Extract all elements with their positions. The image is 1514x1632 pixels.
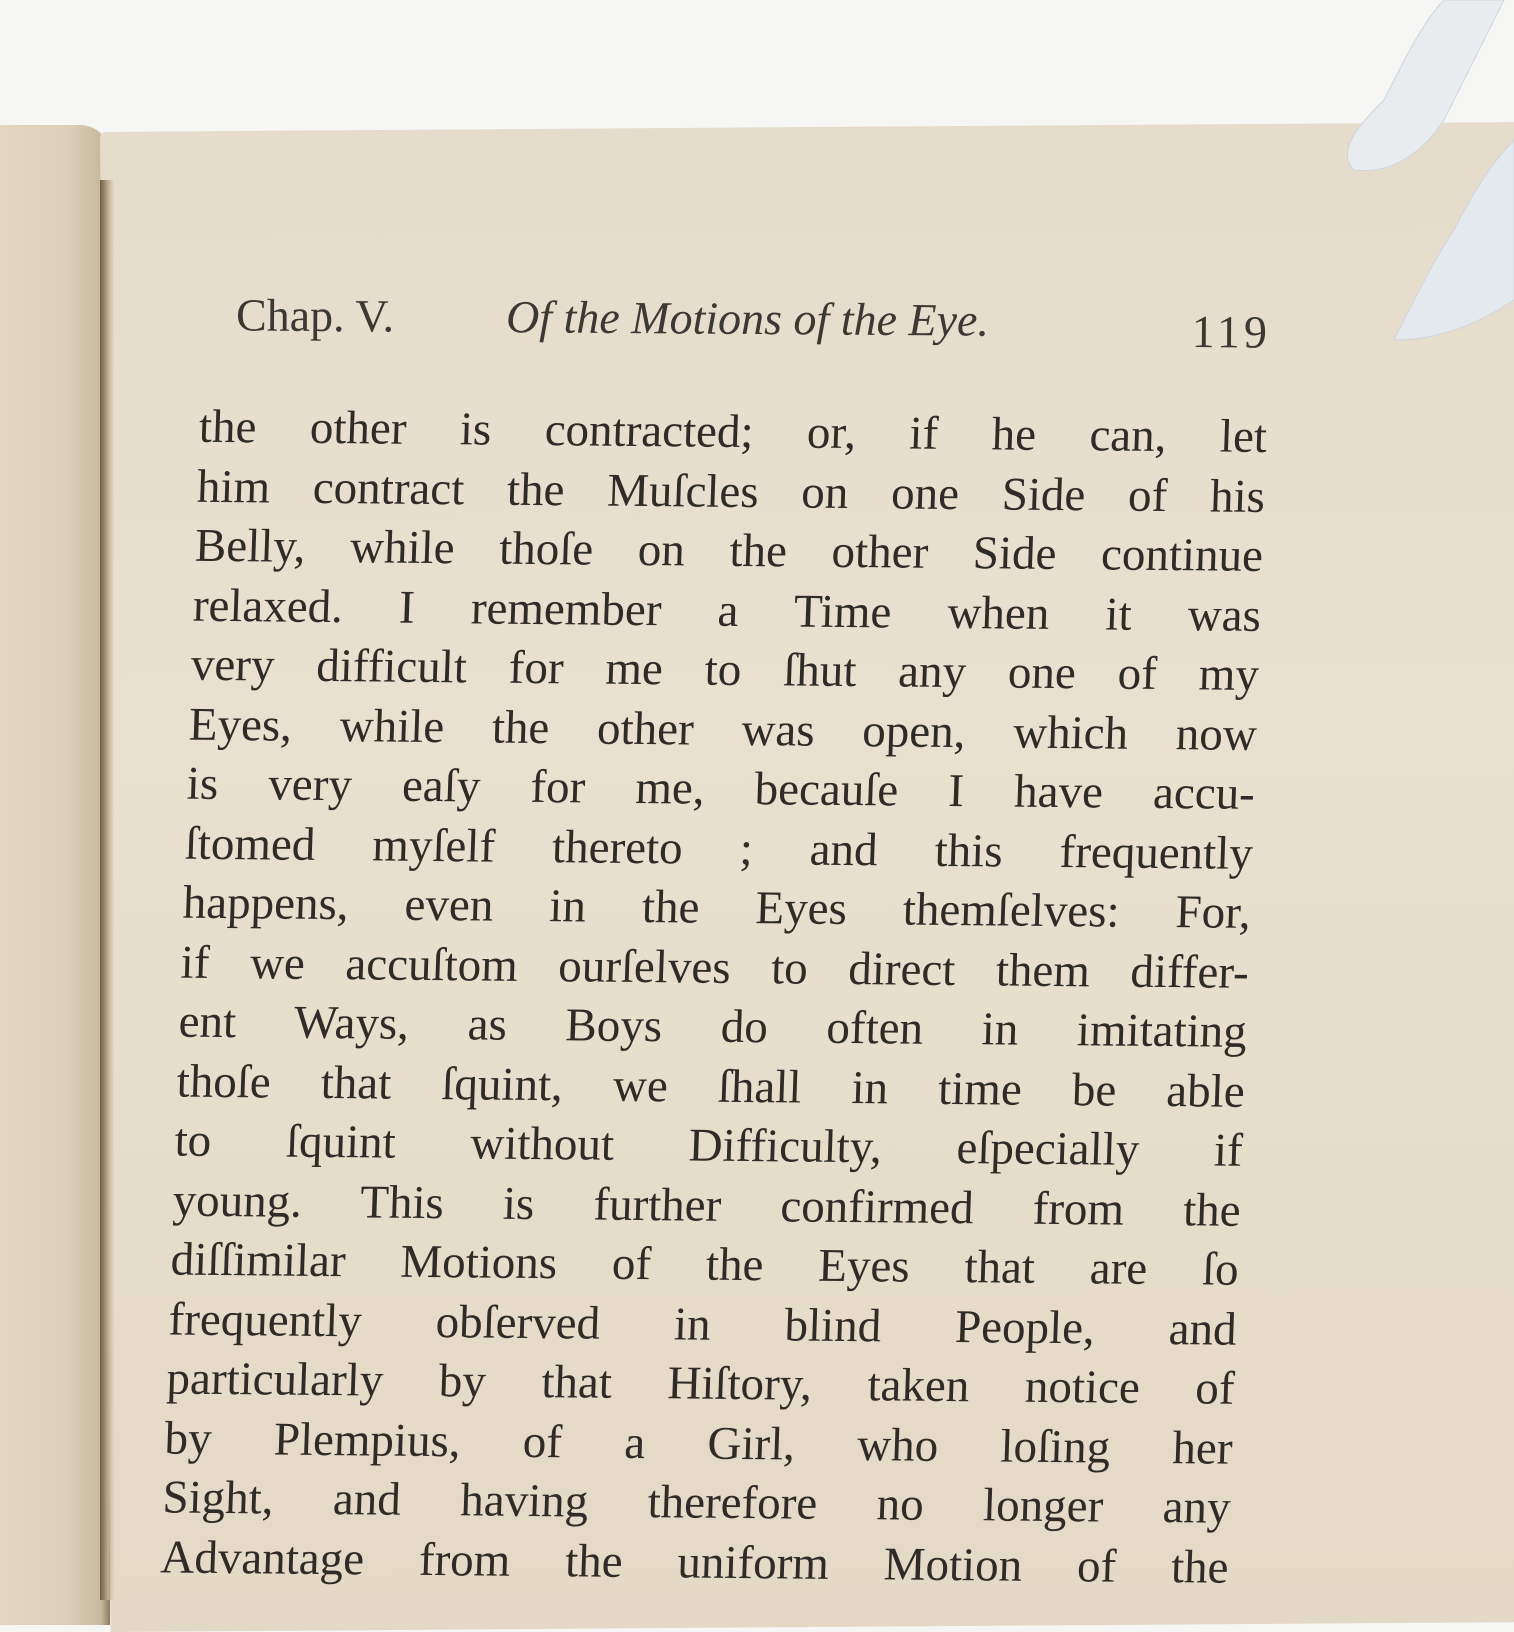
text-line: young. This is further confirmed from the — [171, 1174, 1242, 1237]
left-page-edge — [0, 125, 110, 1625]
text-line: Advantage from the uniform Motion of the — [159, 1530, 1230, 1594]
text-line: particularly by that Hiſtory, taken notice of — [165, 1352, 1236, 1415]
text-line: him contract the Muſcles on one Side of his — [196, 460, 1266, 523]
text-line: ſtomed myſelf thereto ; and this frequently — [184, 817, 1254, 880]
text-line: if we accuſtom ourſelves to direct them differ- — [179, 936, 1250, 999]
text-line: by Plempius, of a Girl, who loſing her — [163, 1411, 1234, 1475]
chapter-title: Of the Motions of the Eye. — [505, 291, 990, 346]
running-header — [236, 288, 1271, 365]
page-clip-icon — [1274, 0, 1514, 360]
text-line: ent Ways, as Boys do often in imitating — [177, 995, 1248, 1058]
text-line: frequently obſerved in blind People, and — [167, 1292, 1238, 1356]
text-line: thoſe that ſquint, we ſhall in time be able — [175, 1055, 1246, 1118]
text-line: relaxed. I remember a Time when it was — [192, 579, 1262, 642]
text-line: diſſimilar Motions of the Eyes that are ſo — [169, 1233, 1240, 1296]
text-line: Belly, while thoſe on the other Side continue — [194, 519, 1264, 582]
chapter-label: Chap. V. — [235, 289, 395, 342]
book-gutter — [100, 180, 114, 1600]
page-number: 119 — [1191, 306, 1272, 358]
text-line: Sight, and having therefore no longer any — [161, 1471, 1232, 1534]
text-line: happens, even in the Eyes themſelves: For, — [181, 876, 1252, 939]
page-body-text — [160, 398, 1268, 1598]
text-line: the other is contracted; or, if he can, let — [198, 400, 1268, 463]
text-line: very difficult for me to ſhut any one of my — [190, 638, 1260, 701]
text-line: Eyes, while the other was open, which now — [188, 698, 1258, 761]
text-line: is very eaſy for me, becauſe I have accu- — [186, 757, 1256, 820]
text-line: to ſquint without Difficulty, eſpecially if — [173, 1114, 1244, 1177]
